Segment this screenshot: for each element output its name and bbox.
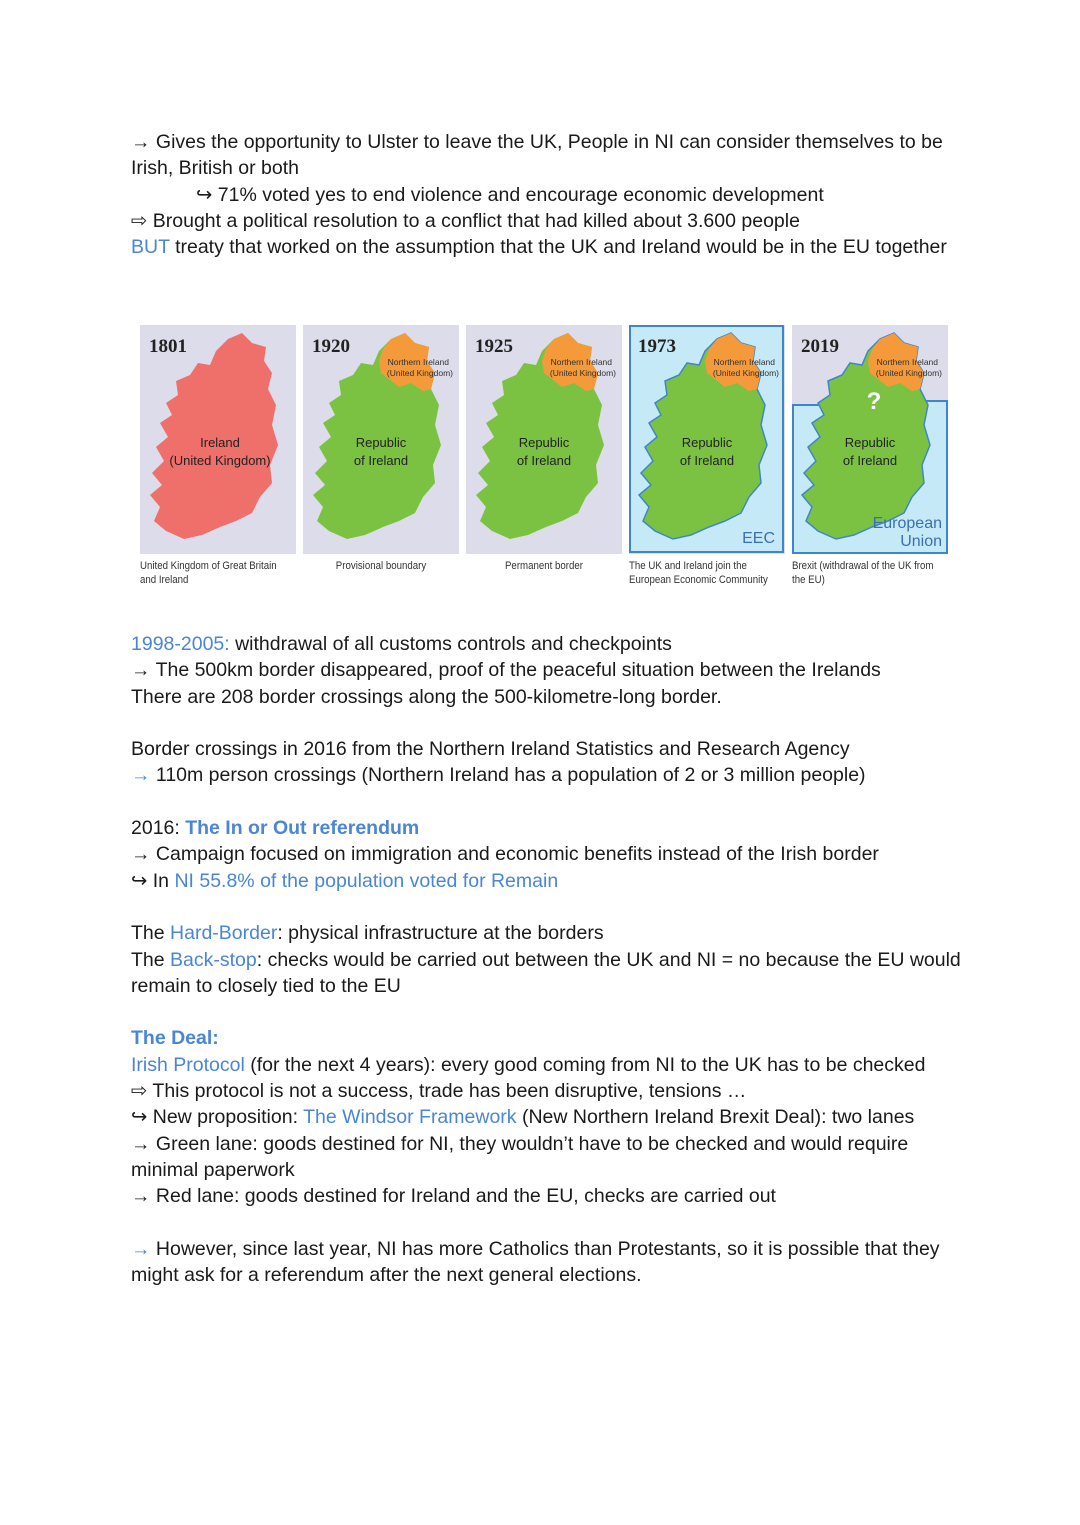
windsor-prefix: ↪ New proposition: bbox=[131, 1106, 304, 1129]
intro-line-1: → Gives the opportunity to Ulster to leave the UK, People in NI can consider themselves to be Irish, British or both bbox=[131, 131, 943, 180]
ireland-maps-figure bbox=[140, 325, 948, 595]
deal-heading: The Deal: bbox=[131, 1027, 219, 1050]
intro-line-3: ⇨ Brought a political resolution to a conflict that had killed about 3.600 people bbox=[131, 209, 800, 232]
map-year: 1920 bbox=[312, 336, 350, 357]
ni-label-1: Northern Ireland bbox=[550, 357, 612, 367]
referendum-title: The In or Out referendum bbox=[185, 817, 420, 840]
referendum-result: NI 55.8% of the population voted for Remain bbox=[174, 869, 559, 892]
referendum-line-3 bbox=[131, 868, 961, 894]
hard-border-term: Hard-Border bbox=[170, 922, 278, 945]
hard-border-line bbox=[131, 920, 961, 946]
windsor-term: The Windsor Framework bbox=[303, 1106, 517, 1129]
intro-line-2: ↪ 71% voted yes to end violence and encourage economic development bbox=[196, 183, 824, 206]
referendum-heading bbox=[131, 815, 961, 841]
protocol-line bbox=[131, 1052, 961, 1078]
map-panel-1973 bbox=[629, 325, 785, 587]
map-caption: Brexit (withdrawal of the UK from the EU) bbox=[792, 560, 934, 586]
but-rest: treaty that worked on the assumption that the UK and Ireland would be in the EU together bbox=[169, 236, 947, 259]
map-label-2: of Ireland bbox=[842, 453, 898, 468]
blue-arrow-icon: → bbox=[131, 764, 151, 787]
spacer bbox=[131, 1210, 961, 1236]
referendum-year: 2016: bbox=[131, 817, 186, 840]
map-caption: Permanent border bbox=[504, 560, 584, 572]
map-1925 bbox=[466, 325, 622, 554]
map-1801 bbox=[140, 325, 296, 554]
red-lane-line: → Red lane: goods destined for Ireland and the EU, checks are carried out bbox=[131, 1185, 776, 1208]
map-1973 bbox=[629, 325, 785, 554]
referendum-prefix: ↪ In bbox=[131, 869, 175, 892]
crossings-line-1: Border crossings in 2016 from the Northern Ireland Statistics and Research Agency bbox=[131, 738, 850, 761]
map-label-1: Republic bbox=[844, 435, 896, 450]
question-mark-icon: ? bbox=[866, 388, 882, 415]
closing-text: However, since last year, NI has more Catholics than Protestants, so it is possible that they might ask for a referendum after the next general elections. bbox=[131, 1237, 940, 1287]
intro-line-4 bbox=[131, 234, 961, 260]
crossings-text: 110m person crossings (Northern Ireland has a population of 2 or 3 million people) bbox=[150, 764, 866, 787]
ni-label-2: (United Kingdom) bbox=[549, 368, 616, 378]
customs-date: 1998-2005: bbox=[131, 633, 230, 655]
ni-label-2: (United Kingdom) bbox=[712, 368, 779, 378]
map-panel-1801 bbox=[140, 325, 296, 587]
hard-the: The bbox=[131, 922, 171, 945]
map-label-2: (United Kingdom) bbox=[169, 453, 271, 468]
blue-arrow-icon: → bbox=[131, 1237, 151, 1260]
main-text bbox=[131, 631, 961, 1288]
map-panel-1920 bbox=[303, 325, 459, 573]
back-the: The bbox=[131, 948, 171, 971]
eu-label-2: Union bbox=[900, 533, 942, 550]
map-label-2: of Ireland bbox=[679, 453, 735, 468]
protocol-failure-line: ⇨ This protocol is not a success, trade has been disruptive, tensions … bbox=[131, 1080, 747, 1103]
ni-label-2: (United Kingdom) bbox=[386, 368, 453, 378]
map-label-1: Ireland bbox=[200, 435, 240, 450]
ni-label-1: Northern Ireland bbox=[876, 357, 938, 367]
spacer bbox=[131, 894, 961, 920]
customs-line-1 bbox=[131, 631, 961, 657]
map-label-1: Republic bbox=[681, 435, 733, 450]
eu-label-1: European bbox=[872, 515, 942, 532]
back-stop-term: Back-stop bbox=[170, 948, 257, 971]
windsor-rest: (New Northern Ireland Brexit Deal): two lanes bbox=[516, 1106, 915, 1129]
spacer bbox=[131, 789, 961, 815]
map-year: 1801 bbox=[149, 336, 187, 357]
hard-border-rest: : physical infrastructure at the borders bbox=[277, 922, 604, 945]
crossings-line-2 bbox=[131, 762, 961, 788]
map-label-2: of Ireland bbox=[353, 453, 409, 468]
map-caption: United Kingdom of Great Britain and Ireland bbox=[140, 560, 277, 586]
map-panel-2019 bbox=[792, 325, 948, 587]
map-2019 bbox=[792, 325, 948, 554]
customs-rest: withdrawal of all customs controls and checkpoints bbox=[229, 633, 672, 655]
but-word: BUT bbox=[131, 236, 170, 259]
map-panel-1925 bbox=[466, 325, 622, 573]
green-lane-line: → Green lane: goods destined for NI, they wouldn’t have to be checked and would require minimal paperwork bbox=[131, 1132, 909, 1181]
map-label-2: of Ireland bbox=[516, 453, 572, 468]
ni-label-2: (United Kingdom) bbox=[875, 368, 942, 378]
customs-line-3: There are 208 border crossings along the 500-kilometre-long border. bbox=[131, 685, 722, 708]
intro-section bbox=[131, 129, 961, 260]
back-stop-line bbox=[131, 947, 961, 1000]
eec-label: EEC bbox=[742, 530, 775, 547]
map-year: 2019 bbox=[801, 336, 839, 357]
map-caption: The UK and Ireland join the European Economic Community bbox=[629, 560, 768, 586]
map-year: 1973 bbox=[638, 336, 676, 357]
referendum-line-2: → Campaign focused on immigration and economic benefits instead of the Irish border bbox=[131, 843, 879, 866]
protocol-rest: (for the next 4 years): every good coming from NI to the UK has to be checked bbox=[244, 1053, 926, 1076]
ni-label-1: Northern Ireland bbox=[713, 357, 775, 367]
closing-line bbox=[131, 1236, 961, 1289]
map-label-1: Republic bbox=[518, 435, 570, 450]
spacer bbox=[131, 710, 961, 736]
map-1920 bbox=[303, 325, 459, 554]
ni-label-1: Northern Ireland bbox=[387, 357, 449, 367]
map-year: 1925 bbox=[475, 336, 513, 357]
back-stop-rest: : checks would be carried out between the UK and NI = no because the EU would remain to closely tied to the EU bbox=[131, 948, 961, 997]
map-caption: Provisional boundary bbox=[335, 560, 427, 572]
spacer bbox=[131, 999, 961, 1025]
protocol-term: Irish Protocol bbox=[131, 1053, 245, 1076]
map-label-1: Republic bbox=[355, 435, 407, 450]
customs-line-2: → The 500km border disappeared, proof of the peaceful situation between the Irelands bbox=[131, 659, 881, 682]
windsor-line bbox=[131, 1104, 961, 1130]
